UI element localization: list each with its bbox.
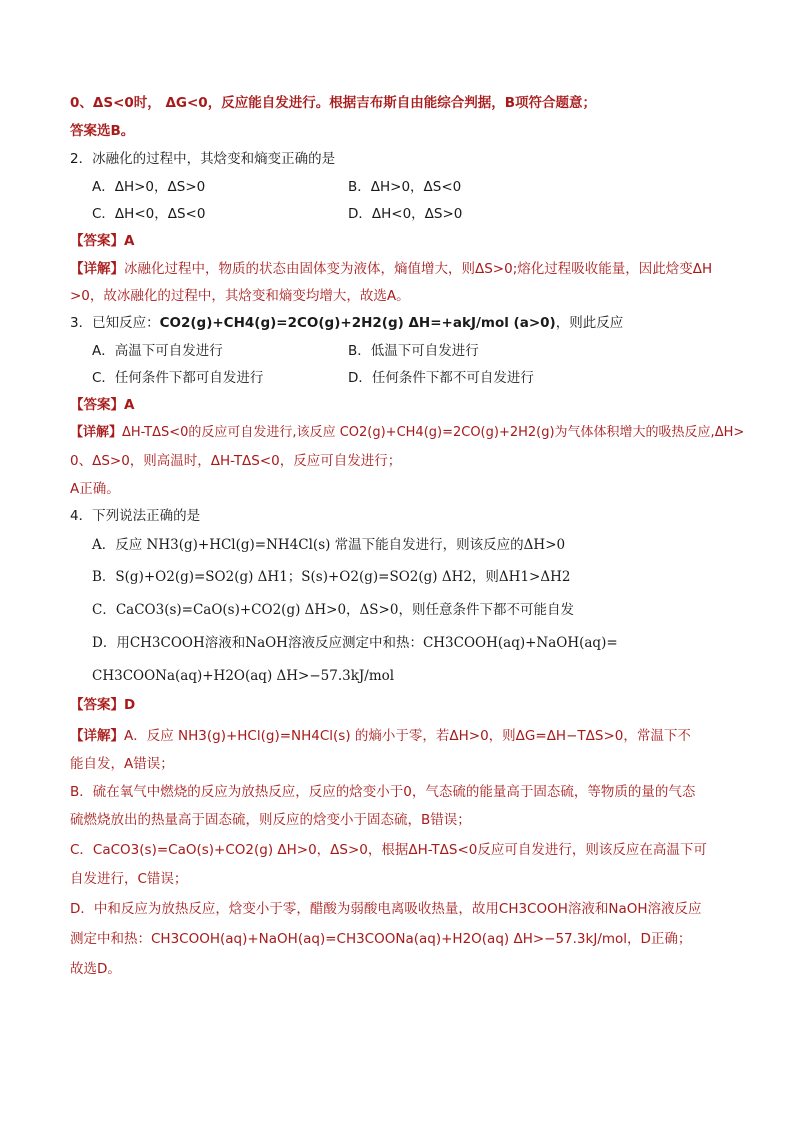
q4-detail-line-c2: 自发进行，C错误； <box>70 871 188 887</box>
q4-detail-line-b1: B．硫在氧气中燃烧的反应为放热反应，反应的焓变小于0，气态硫的能量高于固态硫，等物质的量的气态 <box>70 784 696 800</box>
q4-option-a: A．反应 NH3(g)+HCl(g)=NH4Cl(s) 常温下能自发进行，则该反应的ΔH>0 <box>92 537 566 553</box>
q4-stem: 4．下列说法正确的是 <box>70 508 201 524</box>
q3-stem <box>70 314 623 332</box>
q3-option-d: D．任何条件下都不可自发进行 <box>348 370 534 386</box>
q4-conclusion: 故选D。 <box>70 961 121 977</box>
q4-option-c: C．CaCO3(s)=CaO(s)+CO2(g) ΔH>0，ΔS>0，则任意条件下都不可能自发 <box>92 602 574 618</box>
q3-detail-line-3: A正确。 <box>70 481 120 497</box>
q4-detail-line-b2: 硫燃烧放出的热量高于固态硫，则反应的焓变小于固态硫，B错误； <box>70 812 471 828</box>
q2-detail-line-2: >0，故冰融化的过程中，其焓变和熵变均增大，故选A。 <box>70 288 410 304</box>
q2-detail-text-1: 冰融化过程中，物质的状态由固体变为液体，熵值增大，则ΔS>0;熔化过程吸收能量，因此焓变ΔH <box>124 261 713 277</box>
q2-option-a: A．ΔH>0，ΔS>0 <box>92 179 206 195</box>
q3-stem-lead: 3．已知反应： <box>70 315 160 331</box>
q3-option-c: C．任何条件下都可自发进行 <box>92 370 264 386</box>
q2-detail-line-1 <box>70 260 712 278</box>
q3-option-b: B．低温下可自发进行 <box>348 343 479 359</box>
q2-option-b: B．ΔH>0，ΔS<0 <box>348 179 462 195</box>
q4-answer: 【答案】D <box>70 697 136 713</box>
q3-stem-equation: CO2(g)+CH4(g)=2CO(g)+2H2(g) ΔH=+akJ/mol (a>0) <box>159 315 556 331</box>
q4-detail-line-a1 <box>70 727 691 745</box>
q3-detail-line-2: 0、ΔS>0，则高温时，ΔH-TΔS<0，反应可自发进行； <box>70 453 402 469</box>
prev-detail-line-1: 0、ΔS<0时， ΔG<0，反应能自发进行。根据吉布斯自由能综合判据，B项符合题意； <box>70 95 596 111</box>
q3-option-a: A．高温下可自发进行 <box>92 343 223 359</box>
q2-stem: 2．冰融化的过程中，其焓变和熵变正确的是 <box>70 151 336 167</box>
q2-option-c: C．ΔH<0，ΔS<0 <box>92 206 206 222</box>
q4-option-b: B．S(g)+O2(g)=SO2(g) ΔH1；S(s)+O2(g)=SO2(g) ΔH2，则ΔH1>ΔH2 <box>92 569 571 585</box>
q4-detail-line-a2: 能自发，A错误； <box>70 756 174 772</box>
q3-detail-line-1 <box>70 424 744 442</box>
q4-detail-line-c1: C．CaCO3(s)=CaO(s)+CO2(g) ΔH>0，ΔS>0，根据ΔH-TΔS<0反应可自发进行，则该反应在高温下可 <box>70 842 707 858</box>
q2-answer: 【答案】A <box>70 233 135 249</box>
q3-stem-tail: ，则此反应 <box>555 315 624 331</box>
q4-detail-line-d2: 测定中和热：CH3COOH(aq)+NaOH(aq)=CH3COONa(aq)+H2O(aq) ΔH>−57.3kJ/mol，D正确； <box>70 931 692 947</box>
q2-detail-tag: 【详解】 <box>70 261 124 277</box>
q4-detail-text-a1: A．反应 NH3(g)+HCl(g)=NH4Cl(s) 的熵小于零，若ΔH>0，则ΔG=ΔH−TΔS>0，常温下不 <box>124 728 691 744</box>
q3-detail-tag: 【详解】 <box>70 425 123 440</box>
prev-answer-line: 答案选B。 <box>70 123 135 139</box>
q4-option-d-line-2: CH3COONa(aq)+H2O(aq) ΔH>−57.3kJ/mol <box>92 668 395 684</box>
q2-option-d: D．ΔH<0，ΔS>0 <box>348 206 463 222</box>
q3-detail-text-1: ΔH-TΔS<0的反应可自发进行,该反应 CO2(g)+CH4(g)=2CO(g)+2H2(g)为气体体积增大的吸热反应,ΔH> <box>122 425 745 440</box>
q4-detail-tag: 【详解】 <box>70 728 124 744</box>
q4-option-d-line-1: D．用CH3COOH溶液和NaOH溶液反应测定中和热：CH3COOH(aq)+NaOH(aq)= <box>92 635 618 651</box>
q4-detail-line-d1: D．中和反应为放热反应，焓变小于零，醋酸为弱酸电离吸收热量，故用CH3COOH溶液和NaOH溶液反应 <box>70 901 702 917</box>
q3-answer: 【答案】A <box>70 397 135 413</box>
